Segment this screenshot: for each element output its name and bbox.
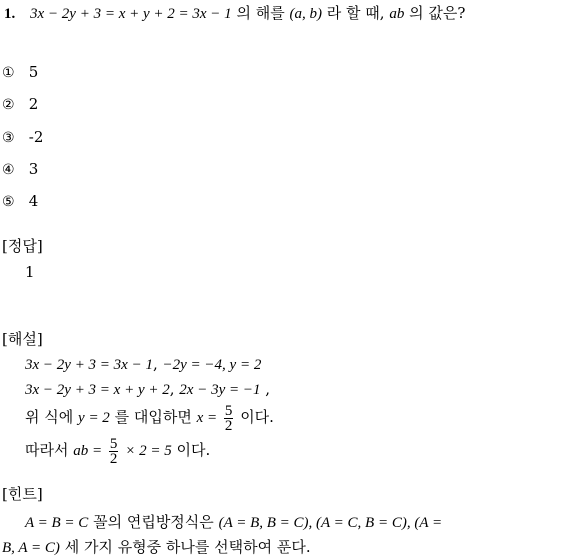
explanation-text-4b: 이다. bbox=[176, 441, 211, 459]
hint-line-2 bbox=[2, 537, 311, 558]
question-text-3: 의 값은? bbox=[409, 4, 466, 22]
explanation-eq-1b: −2y = −4, y = 2 bbox=[162, 357, 262, 373]
question-stem bbox=[4, 3, 465, 24]
choice-1[interactable] bbox=[2, 62, 38, 83]
hint-heading: [힌트] bbox=[2, 485, 43, 503]
question-number: 1. bbox=[4, 6, 16, 22]
question-equation: 3x − 2y + 3 = x + y + 2 = 3x − 1 bbox=[30, 6, 232, 22]
explanation-eq-1a: 3x − 2y + 3 = 3x − 1 bbox=[25, 357, 153, 373]
question-text-2: 라 할 때, bbox=[326, 4, 385, 22]
explanation-line-3 bbox=[25, 400, 274, 435]
explanation-end-2: , bbox=[265, 380, 271, 398]
hint-text-1a: 꼴의 연립방정식은 bbox=[93, 513, 214, 531]
explanation-heading: [해설] bbox=[2, 330, 43, 348]
explanation-sep-2: , bbox=[169, 380, 180, 398]
choice-marker: ② bbox=[2, 97, 15, 113]
explanation-eq-2a: 3x − 2y + 3 = x + y + 2 bbox=[25, 382, 170, 398]
fraction-five-halves bbox=[224, 404, 234, 433]
explanation-eq-2b: 2x − 3y = −1 bbox=[179, 382, 261, 398]
explanation-text-4a: 따라서 bbox=[25, 441, 69, 459]
fraction-numerator: 5 bbox=[224, 402, 233, 419]
hint-eq-1a: A = B = C bbox=[25, 515, 89, 531]
hint-line-1 bbox=[25, 512, 442, 533]
explanation-sep-1: , bbox=[152, 355, 163, 373]
choice-3[interactable] bbox=[2, 127, 43, 148]
choice-marker: ① bbox=[2, 65, 15, 81]
choice-marker: ③ bbox=[2, 130, 15, 146]
choice-marker: ④ bbox=[2, 162, 15, 178]
hint-eq-2a: B, A = C) bbox=[2, 540, 60, 556]
explanation-line-2 bbox=[25, 379, 270, 400]
question-text-1: 의 해를 bbox=[236, 4, 285, 22]
choice-value: 3 bbox=[28, 160, 39, 178]
explanation-text-3b: 를 대입하면 bbox=[114, 408, 192, 426]
choice-value: 5 bbox=[28, 63, 39, 81]
choice-value: 4 bbox=[28, 192, 39, 210]
explanation-line-4 bbox=[25, 433, 210, 468]
hint-text-2a: 세 가지 유형중 하나를 선택하여 푼다. bbox=[64, 538, 311, 556]
choice-value: 2 bbox=[28, 95, 39, 113]
choice-4[interactable] bbox=[2, 159, 38, 180]
explanation-text-3a: 위 식에 bbox=[25, 408, 74, 426]
explanation-eq-4b: × 2 = 5 bbox=[125, 443, 172, 459]
explanation-text-3c: 이다. bbox=[240, 408, 274, 426]
hint-eq-1b: (A = B, B = C), (A = C, B = C), (A = bbox=[218, 515, 443, 531]
fraction-denominator: 2 bbox=[224, 417, 233, 434]
answer-heading: [정답] bbox=[2, 237, 43, 255]
choice-value: -2 bbox=[28, 128, 44, 146]
fraction-numerator: 5 bbox=[109, 435, 118, 452]
choice-2[interactable] bbox=[2, 94, 38, 115]
question-pair: (a, b) bbox=[289, 6, 322, 22]
answer-value: 1 bbox=[25, 263, 35, 281]
choice-5[interactable] bbox=[2, 191, 38, 212]
fraction-five-halves bbox=[109, 437, 119, 466]
explanation-line-1 bbox=[25, 354, 261, 375]
question-product: ab bbox=[389, 6, 405, 22]
choice-marker: ⑤ bbox=[2, 194, 15, 210]
explanation-eq-4a: ab = bbox=[73, 443, 103, 459]
explanation-eq-3b: x = bbox=[196, 410, 218, 426]
fraction-denominator: 2 bbox=[109, 450, 118, 467]
explanation-eq-3a: y = 2 bbox=[78, 410, 110, 426]
